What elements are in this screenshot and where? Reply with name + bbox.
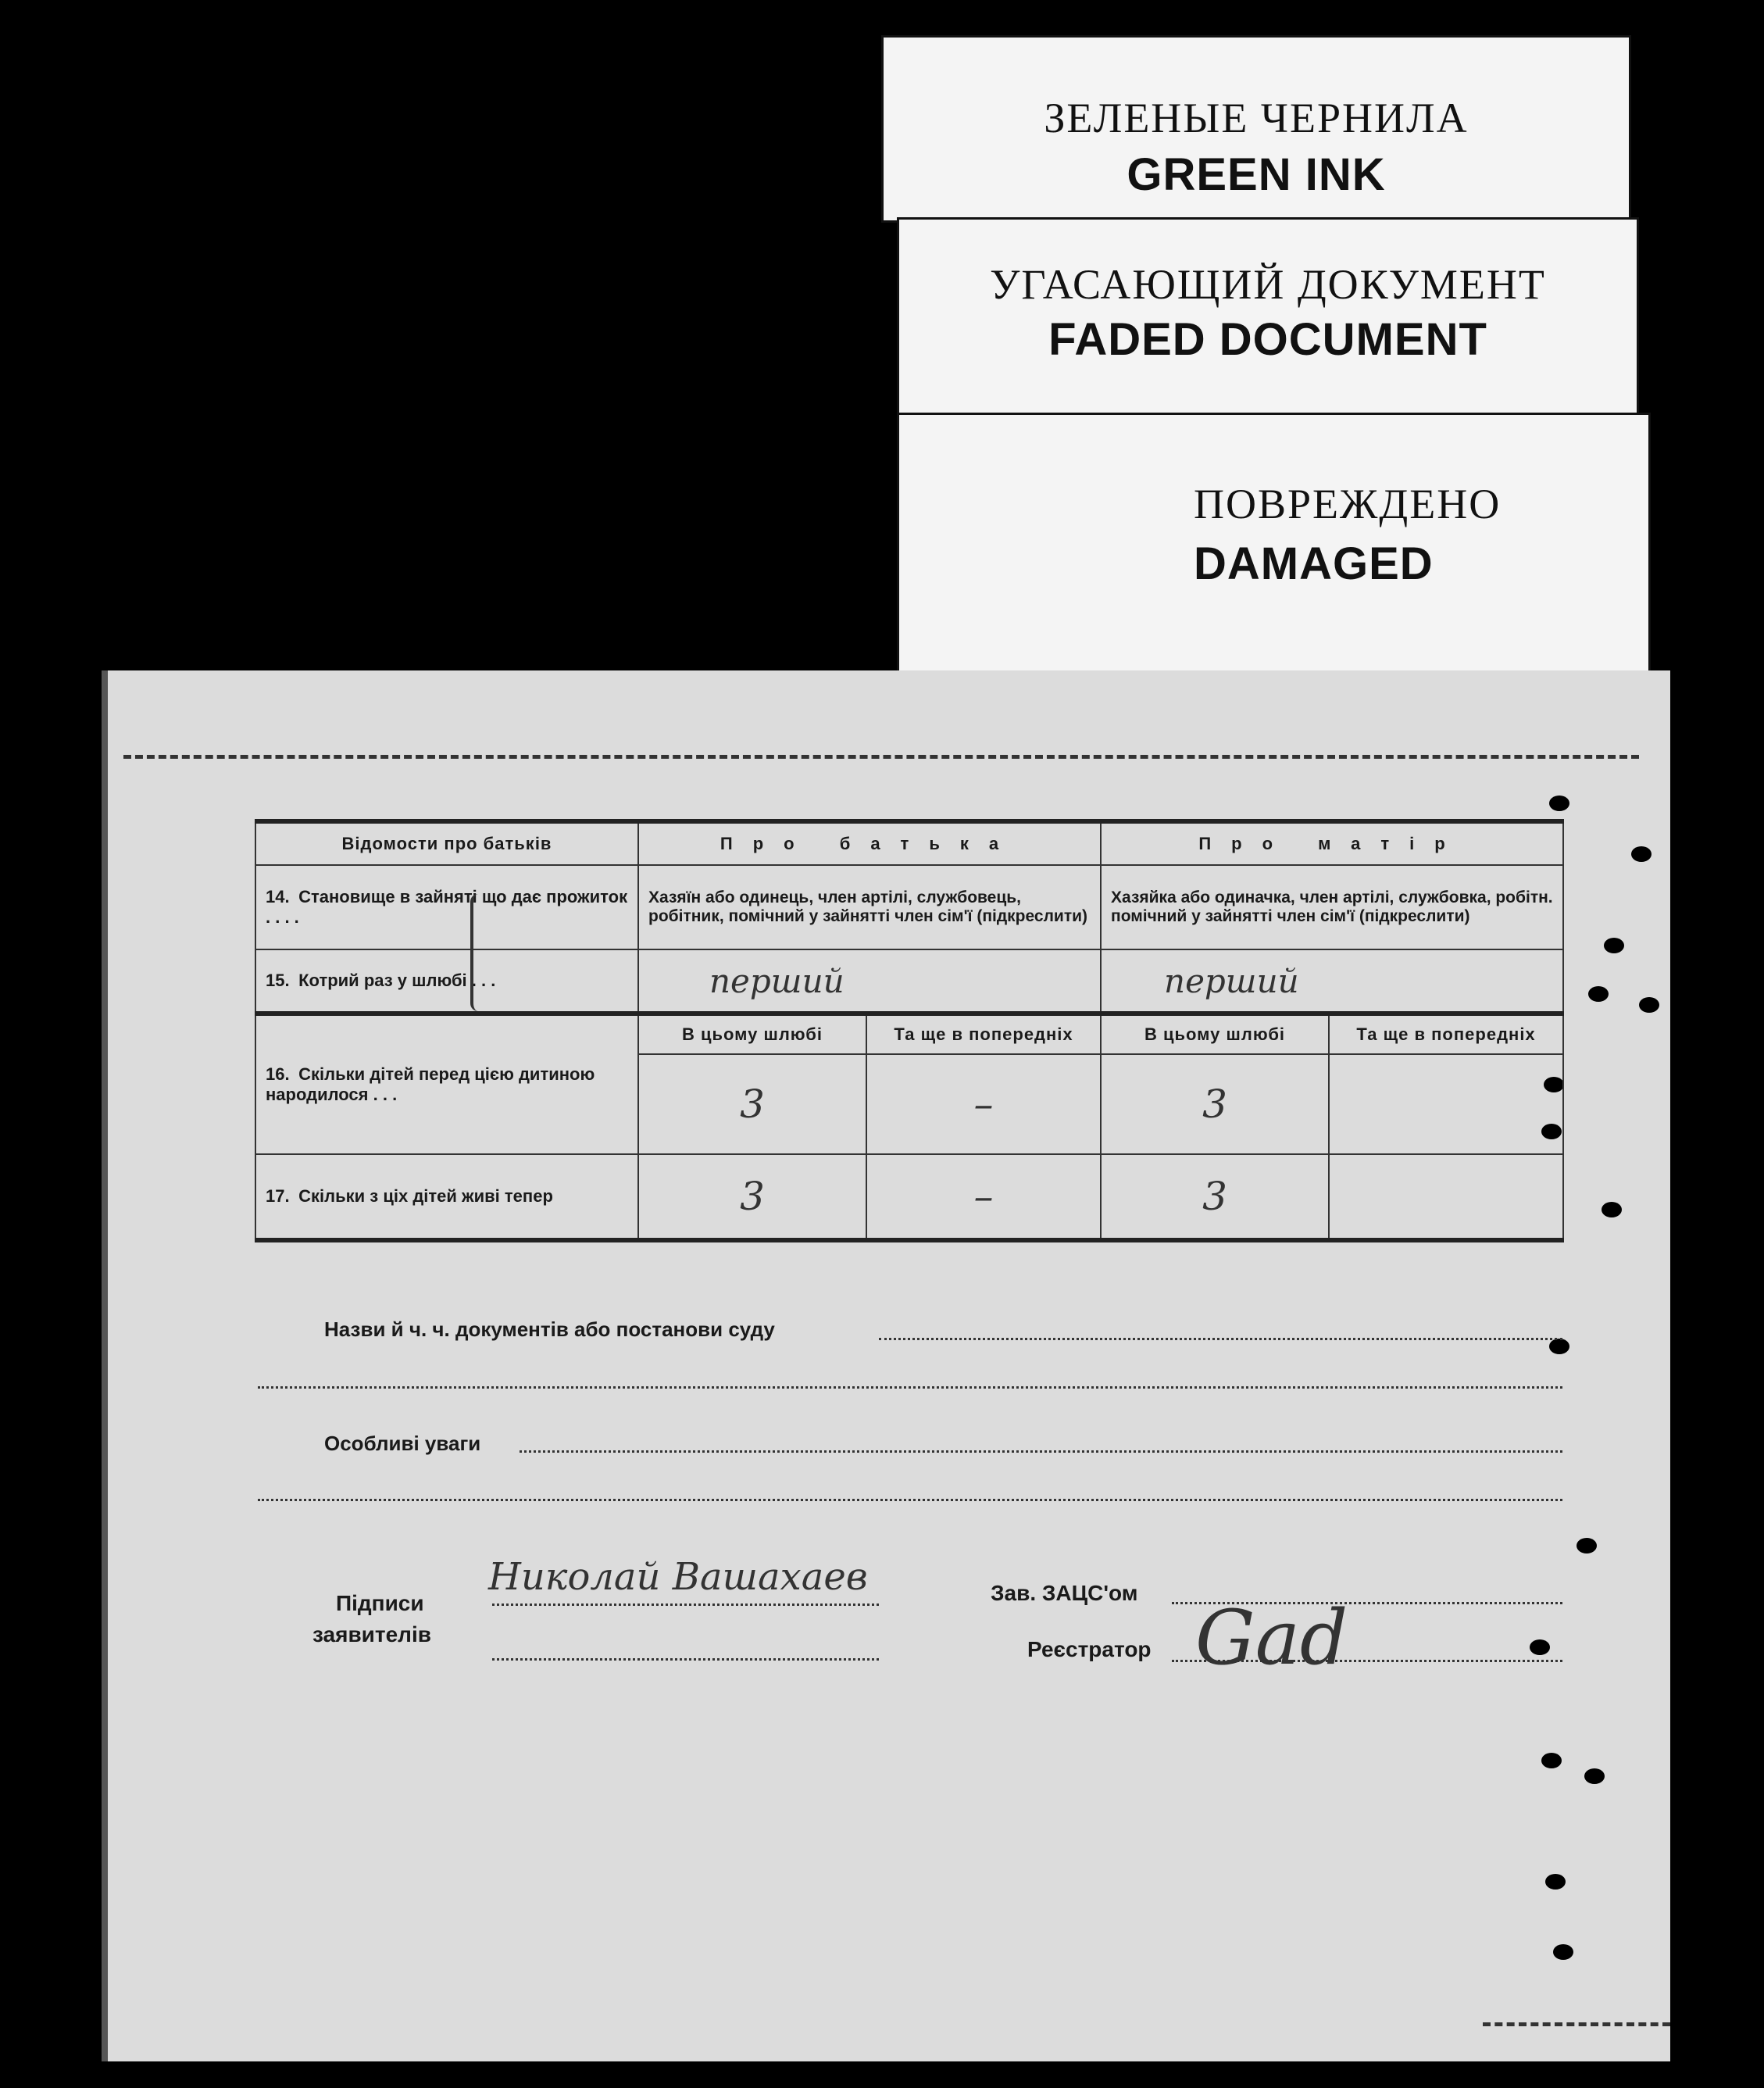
faded-document-label-card bbox=[897, 217, 1639, 420]
subheader-father-this-marriage: В цьому шлюбі bbox=[638, 1014, 866, 1054]
applicant-sign-line-1 bbox=[492, 1604, 879, 1606]
subheader-mother-previous: Та ще в попередніх bbox=[1329, 1014, 1563, 1054]
registrar-label: Реєстратор bbox=[1027, 1637, 1152, 1661]
row14-label: Становище в зайняті що дає прожиток . . . . bbox=[266, 887, 628, 927]
notes-line-2 bbox=[258, 1499, 1562, 1501]
row16-mother-this: 3 bbox=[1101, 1054, 1329, 1154]
row17-number: 17. bbox=[266, 1186, 290, 1206]
parents-info-table bbox=[255, 819, 1562, 1242]
faded-document-label-en: FADED DOCUMENT bbox=[1048, 314, 1487, 365]
perforation-line-top bbox=[123, 755, 1639, 759]
punch-hole bbox=[1639, 997, 1659, 1013]
row16-label-cell bbox=[255, 1014, 638, 1154]
row14-mother-occupation: Хазяйка або одиначка, член артілі, службовка, робітн. помічний у зайнятті член сім'ї (підкреслити) bbox=[1101, 865, 1563, 949]
applicant-sign-line-2 bbox=[492, 1658, 879, 1661]
documents-line-2 bbox=[258, 1386, 1562, 1389]
row15-mother-value: перший bbox=[1101, 949, 1563, 1014]
punch-hole bbox=[1584, 1768, 1605, 1784]
punch-hole bbox=[1541, 1753, 1562, 1768]
row16-father-prev: – bbox=[866, 1054, 1101, 1154]
punch-hole bbox=[1549, 796, 1569, 811]
green-ink-label-en: GREEN INK bbox=[1127, 149, 1386, 200]
header-about-mother: Про матір bbox=[1101, 821, 1563, 865]
row17-label-cell bbox=[255, 1154, 638, 1240]
punch-hole bbox=[1604, 938, 1624, 953]
perforation-line-bottom bbox=[1483, 2022, 1670, 2026]
row14-label-cell bbox=[255, 865, 638, 949]
row15-father-value: перший bbox=[638, 949, 1101, 1014]
punch-hole bbox=[1545, 1874, 1566, 1890]
damaged-label-ru: ПОВРЕЖДЕНО bbox=[1194, 481, 1502, 527]
damaged-label-card bbox=[897, 413, 1651, 678]
notes-line-1 bbox=[520, 1450, 1562, 1453]
punch-hole bbox=[1549, 1339, 1569, 1354]
faded-document-label-ru: УГАСАЮЩИЙ ДОКУМЕНТ bbox=[990, 261, 1546, 308]
punch-hole bbox=[1577, 1538, 1597, 1553]
zags-head-label: Зав. ЗАЦС'ом bbox=[991, 1581, 1138, 1605]
applicant-signature: Николай Вашахаев bbox=[488, 1555, 868, 1599]
row17-label: Скільки з ціх дітей живі тепер bbox=[298, 1186, 553, 1206]
row17-father-this: 3 bbox=[638, 1154, 866, 1240]
punch-hole bbox=[1602, 1202, 1622, 1217]
punch-hole bbox=[1530, 1639, 1550, 1655]
green-ink-label-ru: ЗЕЛЕНЫЕ ЧЕРНИЛА bbox=[1044, 95, 1469, 141]
row16-father-this: 3 bbox=[638, 1054, 866, 1154]
green-ink-label-card bbox=[881, 35, 1631, 223]
punch-hole bbox=[1588, 986, 1609, 1002]
row16-mother-prev bbox=[1329, 1054, 1563, 1154]
punch-hole bbox=[1553, 1944, 1573, 1960]
documents-label: Назви й ч. ч. документів або постанови суду bbox=[324, 1318, 775, 1341]
subheader-mother-this-marriage: В цьому шлюбі bbox=[1101, 1014, 1329, 1054]
row17-mother-prev bbox=[1329, 1154, 1563, 1240]
row16-number: 16. bbox=[266, 1064, 290, 1084]
row17-mother-this: 3 bbox=[1101, 1154, 1329, 1240]
applicants-label-2: заявителів bbox=[312, 1622, 431, 1646]
header-about-father: Про батька bbox=[638, 821, 1101, 865]
punch-hole bbox=[1631, 846, 1652, 862]
registrar-signature: Gad bbox=[1195, 1594, 1348, 1682]
applicants-brace bbox=[470, 894, 484, 1011]
row15-number: 15. bbox=[266, 971, 290, 990]
applicants-label-1: Підписи bbox=[336, 1591, 424, 1615]
registrar-line bbox=[1172, 1660, 1562, 1662]
row14-number: 14. bbox=[266, 887, 290, 906]
damaged-label-en: DAMAGED bbox=[1194, 538, 1434, 589]
row15-label: Котрий раз у шлюбі . . . bbox=[298, 971, 496, 990]
row17-father-prev: – bbox=[866, 1154, 1101, 1240]
header-parents-info: Відомости про батьків bbox=[255, 821, 638, 865]
notes-label: Особливі уваги bbox=[324, 1432, 481, 1455]
row15-label-cell bbox=[255, 949, 638, 1014]
row16-label: Скільки дітей перед цією дитиною народилося . . . bbox=[266, 1064, 595, 1104]
subheader-father-previous: Та ще в попередніх bbox=[866, 1014, 1101, 1054]
row14-father-occupation: Хазяїн або одинець, член артілі, службовець, робітник, помічний у зайнятті член сім'ї (підкреслити) bbox=[638, 865, 1101, 949]
documents-line-1 bbox=[879, 1338, 1562, 1340]
